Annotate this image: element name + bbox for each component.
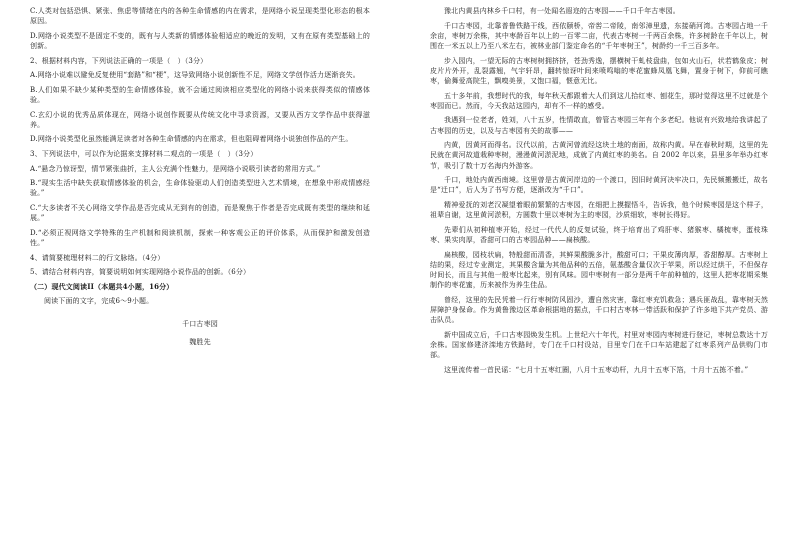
article-title: 千口古枣园 xyxy=(182,319,218,328)
paragraph: 先辈们从初种植枣开始，经过一代代人的反复试验，终于培育出了鸡肝枣、猪猴枣、橘梳枣，蛋枝珠枣、果实肉厚，香甜可口的古枣园品种——扁核酸。 xyxy=(430,225,768,244)
reading-instruction: 阅读下面的文字，完成6～9小题。 xyxy=(44,297,154,306)
paragraph: C.玄幻小说的优秀品质体现在，网络小说创作既要从传统文化中寻求资源，又要从西方文学作品中获得滋养。 xyxy=(30,110,370,129)
paragraph: D.“必须正视网络文学特殊的生产机制和阅读机制，探索一种客观公正的评价体系，从而保护和激发创造性。” xyxy=(30,228,370,247)
paragraph: A.网络小说难以避免反复使用“套路”和“梗”，这导致网络小说创新性不足，网络文学创作活力逐渐丧失。 xyxy=(30,71,360,80)
paragraph: 步入园内，一望无际的古枣树树拥挤挤，苍劲秀逸，摆横树干虬枝盘曲，包如火山石，状若鹤象皮；树皮片片外开，乱裂露翘，气宇轩昂，翻转惊讶叶间来喷鸣嗡的枣花蜜蜂凤凰飞舞，置身于树下，仰前可瞧枣，偷舞爱高院生，飘嗅美景，又饱口福，惬意无比。 xyxy=(430,56,768,85)
paragraph: 新中国成立后，千口古枣园焕发生机。上世纪六十年代，村里对枣园内枣树进行登记，枣树总数达十万余株。国家修建济滦地方铁路时，专门在千口村设站，目里专门在千口车站建起了红枣系列产品供购门市部。 xyxy=(430,330,768,360)
paragraph: 豫北内黄县内林乡千口村，有一处闻名遐迩的古枣园——千口千年古枣园。 xyxy=(444,7,680,15)
paragraph: C.“大多读者不关心网络文学作品是否完成从无到有的创造，而是聚焦于作者是否完成既有类型的继续和延展。” xyxy=(30,203,370,223)
paragraph: 千口古枣园，北靠普鲁铁路干线，西依颐桥，帝喾二帝陵，南邻漳里遗，东接硝河湾。古枣园占地一千余亩，枣树万余株，其中枣龄百年以上的一百零二亩，代表古枣树一千两百余株，许多树龄在千年以上，树围在一米五以上乃至八米左右，被林业部门鉴定命名的“千年枣树王”，树龄约一千三百多年。 xyxy=(430,21,768,50)
right-paragraph-group xyxy=(430,6,768,375)
left-paragraph-group xyxy=(30,6,370,277)
paragraph: D.网络小说类型化虽然能满足读者对各种生命情感的内在需求，但也阻碍着网络小说独创作品的产生。 xyxy=(30,135,353,144)
paragraph: A.“悬念乃惊讶型，情节紧张曲折，主人公充满个性魅力，是网络小说吸引读者的常用方式。” xyxy=(30,164,321,173)
paragraph: B.“现实生活中缺失获取情感体验的机会，生命体验驱动人们创造类型进入艺术情境，在想象中形成情感经验。” xyxy=(30,179,370,198)
paragraph: C.人类对包括恐惧、紧张、焦虑等情绪在内的各种生命情感的内在需求，是网络小说呈现类型化形态的根本原因。 xyxy=(30,7,370,26)
paragraph: 内黄，因黄河而得名。汉代以前，古黄河曾流经这块土地的南面，故称内黄。早在春秋时期，这里的先民就在黄河故道栽种枣树，漫漫黄河淤泥地，成就了内黄红枣的美名。自 2002 年以来，县里多年举办红枣节，吸引了数十万名海内外游客。 xyxy=(430,141,768,170)
paragraph: 这里流传着一首民谣：“七月十五枣红圈，八月十五枣动杆，九月十五枣下箔，十月十五拣不着。” xyxy=(444,365,749,374)
paragraph: 2、根据材料内容，下列说法正确的一项是（ ）（3分） xyxy=(30,56,208,65)
article-author: 魏胜先 xyxy=(189,337,211,346)
paragraph: 4、请简要梳理材料二的行文脉络。（4分） xyxy=(30,253,165,262)
paragraph: 5、请结合材料内容，简要说明如何实现网络小说作品的创新。（6分） xyxy=(30,268,251,277)
paragraph: D.网络小说类型不是固定不变的，既有与人类新的情感体验相适应的晚近的发明，又有在原有类型基础上的创新。 xyxy=(30,31,370,50)
paragraph: 千口，地处内黄西南境。这里曾是古黄河岸边的一个渡口，因旧时黄河决牢决口，先民频搬搬迁，故名是“迁口”，后人为了书写方便，逐渐改为“千口”。 xyxy=(430,176,768,195)
paragraph: 曾经，这里的先民凭着一行行枣树防风固沙，遭自然灾害，靠红枣充饥救急；遇兵匪战乱，靠枣树天然屏障护身保命。作为黄鲁豫边区革命根据地的据点，千口村古枣林一带活跃和保护了许多地下共产党员、游击队员。 xyxy=(430,295,768,325)
paragraph: 五十多年前，我想时代的我，每年秋天都跟着大人们到这儿拾红枣、刨花生，那时觉得这里不过就是个枣园而已。然而，今天我站这园内，却有不一样的感受。 xyxy=(430,91,768,110)
paragraph: 我遇到一位老者，姓刘，八十五岁，性情敢直，曾管古枣园三年有个多老纪。他说有兴致地给我讲起了古枣园的历史，以及与古枣园有关的故事—— xyxy=(430,116,768,135)
paragraph: 扁核酸，园枝状扁，特般甜而清香，其鲜果酸脆多汁，酸甜可口；干果皮薄肉厚，香甜醇厚。古枣树上结的果，经过专业测定，其果酸含量为其他品种的五倍，氨基酸含量仅次于苹果，所以经过烘干，不但保存时间长，而且与其他一般枣比起来，别有风味。园中枣树有一部分是两千年前种植的，这里人把枣花期采集制作的枣花蜜，历来被作为养生佳品。 xyxy=(430,250,768,290)
paragraph: 3、下列说法中，可以作为论据来支撑材料二观点的一项是（ ）（3分） xyxy=(30,149,258,158)
left-column xyxy=(30,6,370,353)
paragraph: 精神爱抚的刘老汉凝望着眼前繁繁的古枣园，在细把上摸握悟斗，告诉我，他个时候枣园是这个样子，祖辈自谢，这里黄河淤积，方圆数十里以枣树为主的枣园，沙质细软，枣树长得好。 xyxy=(430,200,768,220)
section-heading: （二）现代文阅读II（本题共4小题，16分） xyxy=(30,281,174,291)
right-column xyxy=(430,6,768,379)
paragraph: B.人们如果不缺少某种类型的生命情感体验，就不会通过阅读相应类型化的网络小说来获得类似的情感体验。 xyxy=(30,85,370,104)
